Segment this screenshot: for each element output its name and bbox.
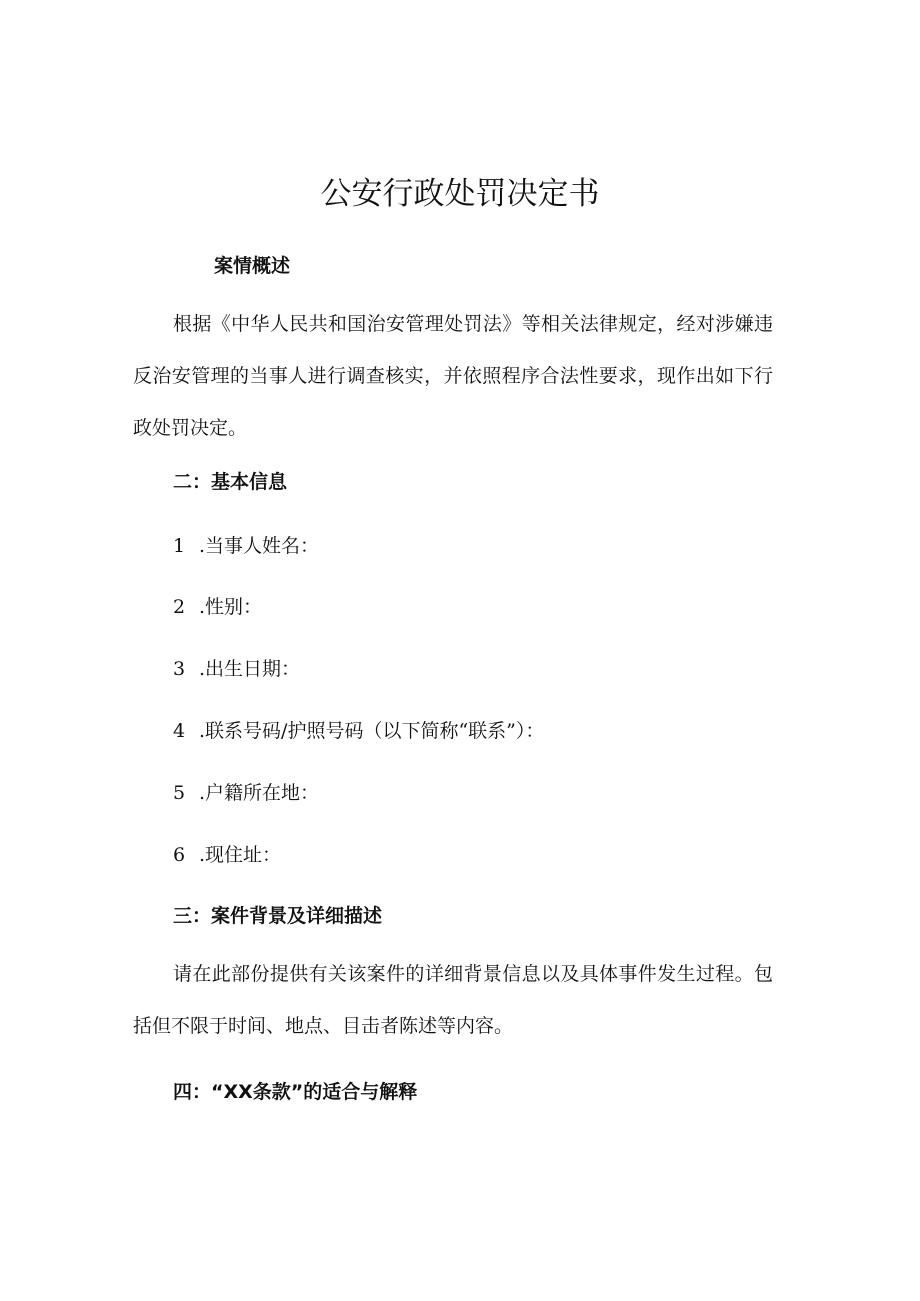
background-paragraph: 请在此部份提供有关该案件的详细背景信息以及具体事件发生过程。包括但不限于时间、地点、目击者陈述等内容。: [133, 963, 773, 1037]
field-number: 4: [173, 720, 186, 742]
field-birth-date: [173, 655, 300, 683]
section-heading-clause: 四：“XX条款”的适合与解释: [173, 1081, 418, 1103]
section-heading-basic-info: 二：基本信息: [173, 471, 288, 493]
field-label: .户籍所在地：: [199, 782, 320, 804]
field-number: 3: [173, 658, 186, 680]
field-label: .当事人姓名：: [199, 535, 320, 557]
field-household-registration: [173, 779, 319, 807]
field-label: .性别：: [199, 596, 263, 618]
field-party-name: [173, 532, 319, 560]
field-label: .联系号码/护照号码（以下简称“联系”）：: [199, 720, 545, 742]
field-label: .出生日期：: [199, 658, 301, 680]
field-label: .现住址：: [199, 844, 282, 866]
field-contact-passport: [173, 717, 544, 745]
field-current-address: [173, 841, 281, 869]
field-number: 1: [173, 535, 186, 557]
document-title: 公安行政处罚决定书: [320, 176, 600, 212]
overview-paragraph: 根据《中华人民共和国治安管理处罚法》等相关法律规定，经对涉嫌违反治安管理的当事人进行调查核实，并依照程序合法性要求，现作出如下行政处罚决定。: [133, 313, 773, 439]
field-gender: [173, 593, 262, 621]
field-number: 6: [173, 844, 186, 866]
field-number: 5: [173, 782, 186, 804]
field-number: 2: [173, 596, 186, 618]
section-heading-background: 三：案件背景及详细描述: [173, 905, 383, 927]
section-heading-overview: 案情概述: [214, 255, 291, 277]
